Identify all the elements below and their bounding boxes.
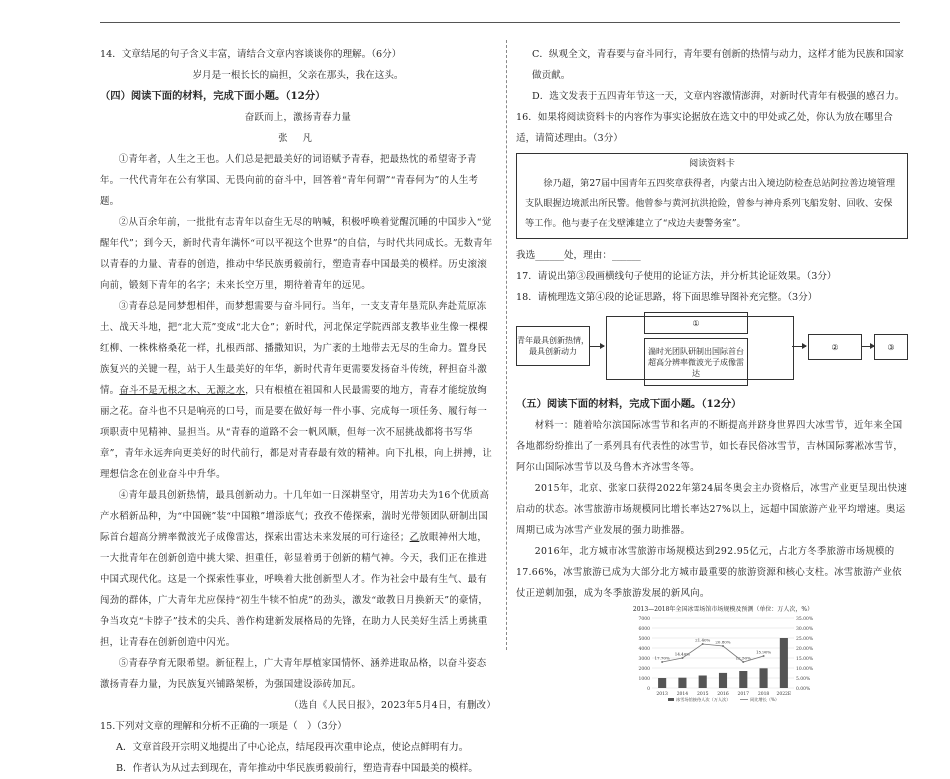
material-3: 2016年，北方城市冰雪旅游市场规模达到292.95亿元，占北方冬季旅游市场规模的17.66%，冰雪旅游已成为大部分北方城市最重要的旅游资源和核心支柱。冰雪旅游产业依仗正逆刺加强，成为冬季旅游发展的新风向。 xyxy=(516,546,902,599)
q14-prompt: 14．文章结尾的句子含义丰富，请结合文章内容谈谈你的理解。（6分） xyxy=(100,49,402,60)
chart-x-tick: 2016 xyxy=(717,692,729,697)
section5-heading: （五）阅读下面的材料，完成下面小题。（12分） xyxy=(516,398,742,410)
paragraph-3-part-a: ③青春总是同梦想相伴，而梦想需要与奋斗同行。当年，一支支青年垦荒队奔赴荒原冻土、战天斗地，把“北大荒”变成“北大仓”；新时代，河北保定学院西部支教毕业生像一棵棵红柳、一株株格桑花一样，扎根西部、播撒知识，为广袤的土地带去无尽的生命力。置身民族复兴的关键一程，站于人生最美好的年华，新时代青年更需要发扬奋斗传统，秤担奋斗激情。 xyxy=(100,301,489,396)
chart-y-tick: 7000 xyxy=(638,617,650,622)
mind-map-box-2: ② xyxy=(808,334,862,360)
mind-map-box-claim: 青年最具创新热情，最具创新动力 xyxy=(516,326,590,366)
chart-x-tick: 2018 xyxy=(757,692,770,697)
left-column xyxy=(100,44,496,779)
paragraph-4-part-b: 放眼神州大地，一大批青年在创新创造中挑大梁、担重任，彰显着勇于创新的精气神。今天，我们正在推进中国式现代化。这是一个探索性事业，呼唤着大批创新型人才。作为社会中最有生气、最有闯劲的群体，广大青年尤应保持“初生牛犊不怕虎”的劲头，激发“敢教日月换新天”的豪情，争当攻克“卡脖子”技术的尖兵、善作构建新发展格局的先锋，在助力人民美好生活上勇挑重担，让青春在创新创造中闪光。 xyxy=(100,532,489,648)
chart-data-label: 20.80% xyxy=(715,639,731,645)
q16-answer-blank: ______ xyxy=(535,250,564,261)
chart-y-tick: 1000 xyxy=(638,677,650,682)
chart-y2-tick: 20.00% xyxy=(796,647,814,652)
chart-y2-tick: 35.00% xyxy=(796,617,814,622)
chart-y-tick: 5000 xyxy=(638,637,650,642)
mind-map-arrow-2 xyxy=(792,346,806,347)
chart-bar xyxy=(760,668,768,688)
q15-option-b: B．作者认为从过去到现在，青年推动中华民族勇毅前行，塑造青春中国最美的模样。 xyxy=(116,763,479,774)
chart-x-tick: 2015 xyxy=(696,692,709,697)
chart-bar xyxy=(658,678,666,688)
q14-quote: 岁月是一根长长的扁担，父亲在那头，我在这头。 xyxy=(192,70,404,81)
page-top-rule xyxy=(100,22,900,23)
q16-answer-suffix: 处，理由： xyxy=(563,250,612,261)
chart-y2-tick: 0.00% xyxy=(796,687,811,692)
chart-y2-tick: 25.00% xyxy=(796,637,814,642)
chart-data-label: 21.40% xyxy=(695,637,711,643)
chart-y-tick: 6000 xyxy=(638,627,650,632)
chart-y2-tick: 30.00% xyxy=(796,627,814,632)
mind-map-arrow-3 xyxy=(862,346,874,347)
article-title: 奋跃而上，激扬青春力量 xyxy=(244,112,352,123)
chart-legend-swatch-bar xyxy=(668,698,674,701)
q15-option-d: D．选文发表于五四青年节这一天，文章内容激情澎湃，对新时代青年有极强的感召力。 xyxy=(532,91,905,102)
chart-bar xyxy=(699,676,707,689)
chart-data-label: 15.90% xyxy=(755,649,772,655)
chart-x-tick: 2014 xyxy=(676,692,689,697)
chart-bar xyxy=(719,673,727,688)
paragraph-3-part-b: ，只有根植在祖国和人民最需要的地方，青春才能绽放绚丽之花。奋斗也不只是响亮的口号，而是要在做好每一件小事、完成每一项任务、履行每一项职责中见精神、显担当。从“青春的道路不会一帆风顺，但每一次不屈挑战都将书写华章”，青年永远奔向更美好的时代前行，都是对青春最有效的精神。向下扎根，向上拼搏，让理想信念在创业奋斗中升华。 xyxy=(100,385,493,480)
material-2: 2015年，北京、张家口获得2022年第24届冬奥会主办资格后，冰雪产业更呈现出快速启动的状态。冰雪旅游市场规模同比增长率达27%以上，远超中国旅游产业平均增速。奥运周期已成为冰雪产业发展的强力助推器。 xyxy=(516,483,908,536)
paragraph-4-part-a: ④青年最具创新热情，最具创新动力。十几年如一日深耕坚守，用苦功夫为16个优质高产水稻新品种，为“中国碗”装“中国粮”增添底气；孜孜不倦探索，湍时光带领团队研制出国际首台超高分辨率微波光子成像雷达，探索出雷达未来发展的可行途径； xyxy=(100,490,490,543)
chart-bar xyxy=(678,678,686,688)
q15-option-a: A．文章首段开宗明义地提出了中心论点，结尾段再次重申论点，使论点鲜明有力。 xyxy=(116,742,469,753)
reading-card-title: 阅读资料卡 xyxy=(689,158,735,169)
reading-card-text: 徐乃超，第27届中国青年五四奖章获得者，内蒙古出入境边防检查总站阿拉善边境管理支队眼握边境派出所民警。他曾参与黄河抗洪抢险，曾参与神舟系列飞船发射、回收、安保等工作。他与妻子在戈壁滩建立了“戍边夫妻警务室”。 xyxy=(525,178,896,229)
material-1: 材料一：随着哈尔滨国际冰雪节和名声的不断提高并跻身世界四大冰雪节，近年来全国各地都纷纷推出了一系列具有代表性的冰雪节，如长春民俗冰雪节，吉林国际雾凇冰雪节，阿尔山国际冰雪节以及乌鲁木齐冰雪冬等。 xyxy=(516,420,904,473)
chart-data-label: 12.50% xyxy=(735,655,751,661)
paragraph-3-underlined: 奋斗不是无根之木、无源之水 xyxy=(119,385,246,396)
section4-heading: （四）阅读下面的材料，完成下面小题。（12分） xyxy=(100,90,326,102)
chart-data-label: 14.40% xyxy=(674,651,691,657)
paragraph-3 xyxy=(100,296,496,485)
q15-option-c: C．纵观全文，青春要与奋斗同行，青年要有创新的热情与动力，这样才能为民族和国家做贡献。 xyxy=(532,49,904,81)
chart-legend-bar: 冰雪场馆接待人次（万人次） xyxy=(676,697,731,702)
q15-prompt: 15.下列对文章的理解和分析不正确的一项是（ ）（3分） xyxy=(100,721,347,732)
q16-answer-line xyxy=(516,245,908,266)
chart-x-tick: 2013 xyxy=(656,692,668,697)
mind-map-bracket xyxy=(606,316,794,380)
article-author: 张 凡 xyxy=(278,133,318,144)
q16-prompt: 16．如果将阅读资料卡的内容作为事实论据放在选文中的甲处或乙处，你认为放在哪里合适，请简述理由。（3分） xyxy=(516,112,893,144)
mind-map-box-3: ③ xyxy=(874,334,908,360)
right-column xyxy=(516,44,908,710)
chart-x-tick: 2022E xyxy=(776,692,792,697)
article-source: （选自《人民日报》，2023年5月4日，有删改） xyxy=(288,700,496,711)
chart-y-tick: 4000 xyxy=(638,647,650,652)
paragraph-4 xyxy=(100,485,496,653)
q18-prompt: 18．请梳理选文第④段的论证思路，将下面思维导图补充完整。（3分） xyxy=(516,292,818,303)
chart-data-label: 17.70% xyxy=(654,655,670,661)
ski-market-chart xyxy=(628,606,818,710)
q17-prompt: 17．请说出第③段画横线句子使用的论证方法，并分析其论证效果。（3分） xyxy=(516,271,837,282)
chart-y-tick: 2000 xyxy=(638,667,650,672)
chart-legend-line: 同比增长（%） xyxy=(750,697,780,702)
paragraph-1: ①青年者，人生之王也。人们总是把最美好的词语赋予青春，把最热忱的希望寄予青年。一代代青年在公有掌国、无畏向前的奋斗中，回答着“青年何谓”“青春何为”的人生考题。 xyxy=(100,154,479,207)
chart-x-tick: 2017 xyxy=(737,692,750,697)
column-divider xyxy=(506,40,507,650)
q16-reason-blank: ______ xyxy=(611,250,641,261)
q16-answer-prefix: 我选 xyxy=(516,250,536,261)
reading-card xyxy=(516,153,908,239)
mind-map-arrow-1 xyxy=(590,346,604,347)
chart-y-tick: 0 xyxy=(647,687,650,692)
mind-map-box-1: ① xyxy=(644,312,748,334)
chart-title: 2013—2018年全国冰雪场馆市场规模及预测（单位：万人次，%） xyxy=(632,606,814,613)
mind-map xyxy=(516,312,908,386)
paragraph-5: ⑤青春孕育无限希望。新征程上，广大青年厚植家国情怀、涵养进取品格，以奋斗姿态激扬青春力量，为民族复兴铺路架桥，为强国建设添砖加瓦。 xyxy=(100,658,487,690)
chart-canvas xyxy=(628,614,818,706)
chart-y2-tick: 10.00% xyxy=(796,667,814,672)
paragraph-2: ②从百余年前，一批批有志青年以奋生无尽的呐喊，积极呼唤着觉醒沉睡的中国步入“觉醒年代”；到今天，新时代青年满怀“可以平视这个世界”的自信，与时代共同成长。无数青年以青春的力量、青春的创造，推动中华民族勇毅前行，塑造青春中国最美的模样。历史滚滚向前，锻刻下青年的名字；未来长空万里，期待着青年的远见。 xyxy=(100,217,493,291)
mind-map-box-evidence: 湍时光团队研制出国际首台超高分辨率微波光子成像雷达 xyxy=(644,338,748,386)
chart-y-tick: 3000 xyxy=(638,657,650,662)
paragraph-4-marker-yi: 乙 xyxy=(409,532,420,543)
chart-bar xyxy=(780,638,788,688)
chart-y2-tick: 15.00% xyxy=(796,657,814,662)
chart-y2-tick: 5.00% xyxy=(796,677,811,682)
chart-bar xyxy=(739,671,747,688)
